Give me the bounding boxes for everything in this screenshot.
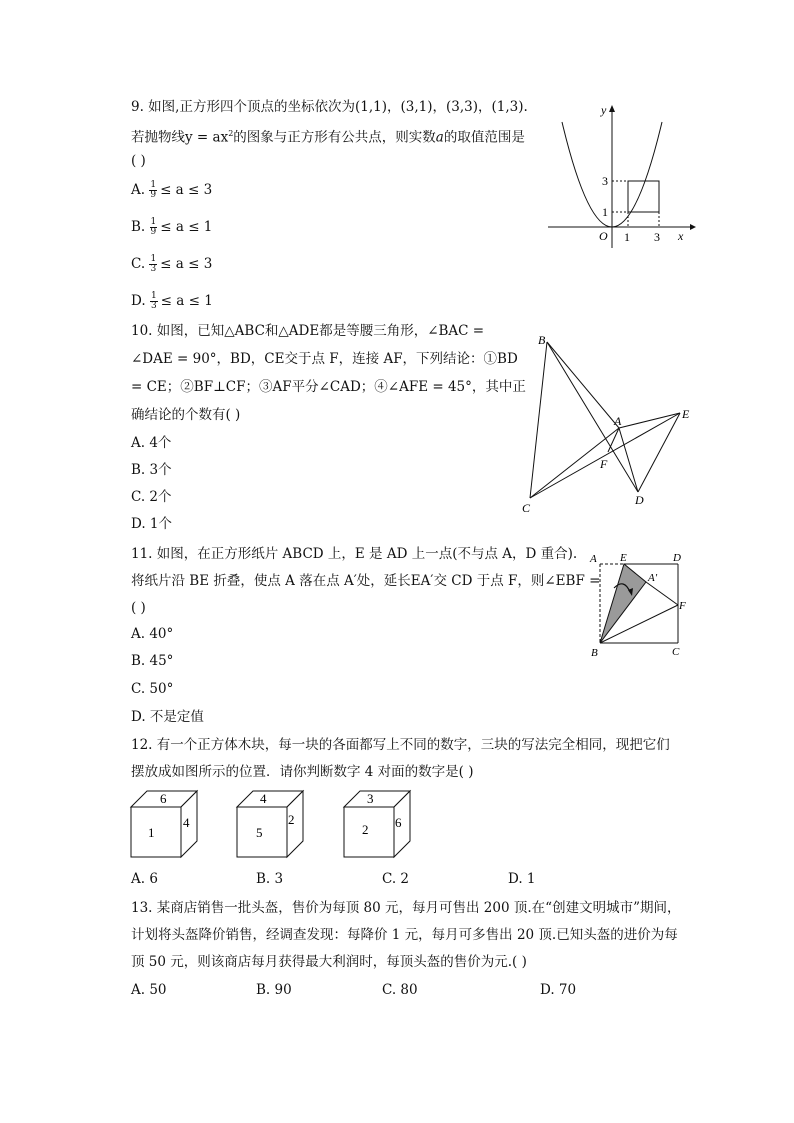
q9-line1: 9. 如图,正方形四个顶点的坐标依次为(1,1)，(3,1)，(3,3)，(1,3).	[131, 99, 528, 115]
folded-triangle	[600, 564, 646, 643]
q12-option-d[interactable]: D. 1	[508, 871, 536, 887]
cube-right-number: 6	[395, 815, 402, 830]
cube-front-face	[131, 807, 181, 857]
q10-triangles-figure	[510, 330, 700, 520]
fraction-den: 3	[150, 264, 157, 274]
q9-line2-end: 的取值范围是	[443, 129, 525, 146]
q9-line2-var: a	[435, 129, 444, 146]
point-f-label: F	[679, 600, 686, 612]
q9-line2-sup: 2	[228, 129, 234, 138]
cube-front-number: 1	[148, 825, 155, 840]
cube-top-number: 3	[367, 791, 374, 806]
point-a1-label: A′	[648, 572, 658, 584]
q12-option-a[interactable]: A. 6	[131, 871, 158, 887]
segment-ae	[619, 413, 680, 428]
point-d-label: D	[673, 552, 681, 564]
q9-option-label: C.	[131, 256, 146, 272]
q12-cube-3	[343, 790, 413, 860]
segment-bc	[530, 342, 547, 498]
q13-line3: 顶 50 元，则该商店每月获得最大利润时，每顶头盔的售价为元.( )	[131, 954, 527, 970]
segment-a1f	[646, 582, 678, 605]
q9-line3: ( )	[131, 153, 146, 169]
x-tick-1: 1	[624, 230, 630, 244]
q13-option-a[interactable]: A. 50	[131, 982, 167, 998]
cube-right-number: 4	[183, 815, 190, 830]
fraction	[150, 292, 158, 311]
cube-right-number: 2	[288, 812, 295, 827]
q12-line2: 摆放成如图所示的位置．请你判断数字 4 对面的数字是( )	[131, 764, 474, 780]
cube-top-number: 6	[160, 791, 167, 806]
point-a-label: A	[614, 414, 622, 428]
q9-option-text: ≤ a ≤ 1	[160, 219, 213, 235]
q11-option-c[interactable]: C. 50°	[131, 681, 174, 697]
q13-line1: 13. 某商店销售一批头盔，售价为每顶 80 元，每月可售出 200 顶.在“创建文明城市”期间，	[131, 900, 681, 916]
q13-line2: 计划将头盔降价销售，经调查发现：每降价 1 元，每月可多售出 20 顶.已知头盔的进价为每	[131, 927, 678, 943]
x-tick-3: 3	[654, 230, 660, 244]
fraction	[149, 181, 157, 200]
q11-option-a[interactable]: A. 40°	[131, 626, 174, 642]
q11-option-b[interactable]: B. 45°	[131, 653, 174, 669]
point-c-label: C	[522, 501, 531, 515]
origin-label: O	[599, 229, 608, 243]
fraction-den: 9	[150, 227, 157, 237]
segment-ad	[619, 428, 638, 492]
x-axis-arrow-icon	[690, 224, 696, 230]
q9-option-b[interactable]	[131, 218, 212, 237]
q12-cube-1	[130, 790, 200, 860]
q11-line1: 11. 如图，在正方形纸片 ABCD 上，E 是 AD 上一点(不与点 A，D 重合).	[131, 546, 578, 562]
fraction-num: 1	[150, 180, 157, 190]
q9-option-label: D.	[131, 293, 146, 309]
cube-front-number: 2	[362, 822, 369, 837]
fraction	[150, 218, 158, 237]
q13-option-c[interactable]: C. 80	[382, 982, 418, 998]
point-f-label: F	[600, 457, 608, 471]
q9-option-text: ≤ a ≤ 3	[160, 256, 213, 272]
fraction-den: 9	[150, 190, 157, 200]
fraction-den: 3	[150, 301, 157, 311]
q9-parabola-figure	[540, 100, 700, 250]
y-tick-1: 1	[602, 205, 608, 219]
point-a-label: A	[590, 553, 597, 565]
y-axis-label: y	[601, 103, 607, 117]
q9-line2-pre: 若抛物线y = ax	[131, 129, 229, 146]
fraction-num: 1	[150, 291, 157, 301]
q10-line2: ∠DAE = 90°，BD，CE交于点 F，连接 AF，下列结论：①BD	[131, 351, 518, 367]
segment-bd	[547, 342, 638, 492]
point-c-label: C	[672, 646, 680, 658]
q10-option-b[interactable]: B. 3个	[131, 462, 172, 478]
q10-line4: 确结论的个数有( )	[131, 407, 241, 423]
point-d-label: D	[635, 493, 644, 507]
q12-line1: 12. 有一个正方体木块，每一块的各面都写上不同的数字，三块的写法完全相同，现把它们	[131, 737, 670, 753]
x-axis-label: x	[678, 229, 684, 243]
q13-option-d[interactable]: D. 70	[540, 982, 577, 998]
y-axis-arrow-icon	[609, 105, 615, 112]
point-e-label: E	[682, 407, 690, 421]
q10-line3: = CE；②BF⊥CF；③AF平分∠CAD；④∠AFE = 45°，其中正	[131, 379, 526, 395]
cube-front-number: 5	[256, 825, 263, 840]
point-b-label: B	[538, 333, 546, 347]
fraction-num: 1	[150, 254, 157, 264]
q11-line2: 将纸片沿 BE 折叠，使点 A 落在点 A′处，延长EA′交 CD 于点 F，则∠EBF =	[131, 573, 601, 589]
point-b-label: B	[591, 647, 598, 659]
q9-line2	[131, 125, 525, 147]
q13-option-b[interactable]: B. 90	[256, 982, 292, 998]
q9-option-text: ≤ a ≤ 1	[160, 293, 213, 309]
q10-option-d[interactable]: D. 1个	[131, 516, 173, 532]
fraction	[149, 255, 157, 274]
q11-folding-square-figure	[588, 548, 698, 660]
q9-option-a[interactable]	[131, 181, 212, 200]
q10-line1: 10. 如图，已知△ABC和△ADE都是等腰三角形，∠BAC =	[131, 323, 485, 339]
q12-cube-2	[236, 790, 306, 860]
q12-option-c[interactable]: C. 2	[382, 871, 410, 887]
q12-option-b[interactable]: B. 3	[256, 871, 284, 887]
segment-ba	[547, 342, 619, 428]
q9-option-c[interactable]	[131, 255, 212, 274]
q11-line3: ( )	[131, 600, 146, 616]
q9-option-text: ≤ a ≤ 3	[160, 182, 213, 198]
point-e-label: E	[620, 552, 627, 564]
cube-front-face	[344, 807, 394, 857]
cube-top-number: 4	[260, 791, 267, 806]
q9-line2-post: 的图象与正方形有公共点，则实数	[233, 129, 436, 146]
q10-option-c[interactable]: C. 2个	[131, 489, 172, 505]
fraction-num: 1	[150, 217, 157, 227]
q9-option-label: B.	[131, 219, 146, 235]
q9-option-label: A.	[131, 182, 146, 198]
q9-option-d[interactable]	[131, 292, 213, 311]
q10-option-a[interactable]: A. 4个	[131, 435, 172, 451]
y-tick-3: 3	[602, 174, 608, 188]
q11-option-d[interactable]: D. 不是定值	[131, 709, 204, 725]
